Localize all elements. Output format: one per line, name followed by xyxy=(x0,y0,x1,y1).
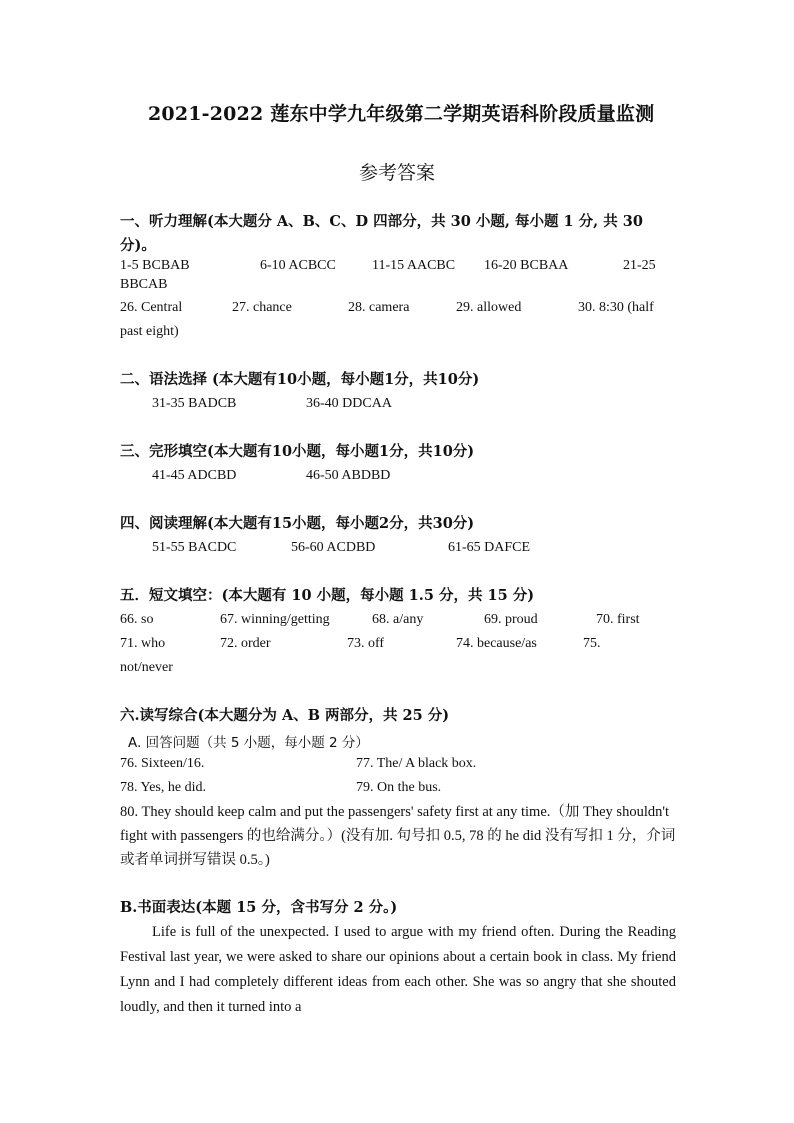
answer-72: 72. order xyxy=(220,636,271,651)
answer-28: 28. camera xyxy=(348,300,410,315)
answer-41-45: 41-45 ADCBD xyxy=(152,468,237,483)
answer-31-35: 31-35 BADCB xyxy=(152,396,237,411)
answer-74: 74. because/as xyxy=(456,636,537,651)
section-6a-heading: A. 回答问题（共 5 小题，每小题 2 分） xyxy=(128,735,369,751)
answer-21-25: BBCAB xyxy=(120,277,168,292)
answer-30: 30. 8:30 (half xyxy=(578,300,654,315)
answer-61-65: 61-65 DAFCE xyxy=(448,540,531,555)
answer-56-60: 56-60 ACDBD xyxy=(291,540,376,555)
document-title: 2021-2022 莲东中学九年级第二学期英语科阶段质量监测 xyxy=(148,103,655,125)
answer-68: 68. a/any xyxy=(372,612,424,627)
answer-16-20: 16-20 BCBAA xyxy=(484,258,569,273)
answer-30-cont: past eight) xyxy=(120,324,179,339)
answer-27: 27. chance xyxy=(232,300,292,315)
answer-69: 69. proud xyxy=(484,612,538,627)
answer-21-25-label: 21-25 xyxy=(623,258,656,273)
answer-75: not/never xyxy=(120,660,173,675)
answer-29: 29. allowed xyxy=(456,300,522,315)
model-essay: Life is full of the unexpected. I used to argue with my friend often. During the Reading Festival last year, we were asked to share our opinions about a certain book in class. My friend Lynn and I had completely different ideas from each other. She was so angry that she shouted loudly, and then it turned into a xyxy=(120,924,676,1015)
section-3-heading: 三、完形填空(本大题有10小题，每小题1分，共10分) xyxy=(120,443,475,460)
answer-78: 78. Yes, he did. xyxy=(120,780,206,795)
answer-1-5: 1-5 BCBAB xyxy=(120,258,190,273)
answer-77: 77. The/ A black box. xyxy=(356,756,477,771)
answer-67: 67. winning/getting xyxy=(220,612,330,627)
answer-6-10: 6-10 ACBCC xyxy=(260,258,336,273)
answer-71: 71. who xyxy=(120,636,166,651)
answer-80: 80. They should keep calm and put the passengers' safety first at any time.（加 They shouldn't fight with passengers 的也给满分。）(没有加. 句号扣 0.5, 78 的 he did 没有写扣 1 分，介词或者单词拼写错误 0.5。) xyxy=(120,804,676,868)
answer-46-50: 46-50 ABDBD xyxy=(306,468,391,483)
answer-79: 79. On the bus. xyxy=(356,780,442,795)
answer-70: 70. first xyxy=(596,612,640,627)
section-6-heading: 六.读写综合(本大题分为 A、B 两部分，共 25 分) xyxy=(120,707,450,724)
answer-11-15: 11-15 AACBC xyxy=(372,258,456,273)
answer-73: 73. off xyxy=(347,636,385,651)
section-5-heading: 五．短文填空：(本大题有 10 小题，每小题 1.5 分，共 15 分) xyxy=(120,587,535,604)
answer-26: 26. Central xyxy=(120,300,183,315)
section-6b-heading: B.书面表达(本题 15 分，含书写分 2 分。) xyxy=(120,899,398,916)
answer-36-40: 36-40 DDCAA xyxy=(306,396,392,411)
section-2-heading: 二、语法选择 (本大题有10小题，每小题1分，共10分) xyxy=(120,371,480,388)
answer-75-label: 75. xyxy=(583,636,601,651)
answer-76: 76. Sixteen/16. xyxy=(120,756,205,771)
answer-51-55: 51-55 BACDC xyxy=(152,540,237,555)
section-4-heading: 四、阅读理解(本大题有15小题，每小题2分，共30分) xyxy=(120,515,475,532)
section-1-heading: 一、听力理解(本大题分 A、B、C、D 四部分，共 30 小题, 每小题 1 分, 共 30 分)。 xyxy=(120,213,643,254)
answer-66: 66. so xyxy=(120,612,154,627)
document-subtitle: 参考答案 xyxy=(358,162,435,184)
